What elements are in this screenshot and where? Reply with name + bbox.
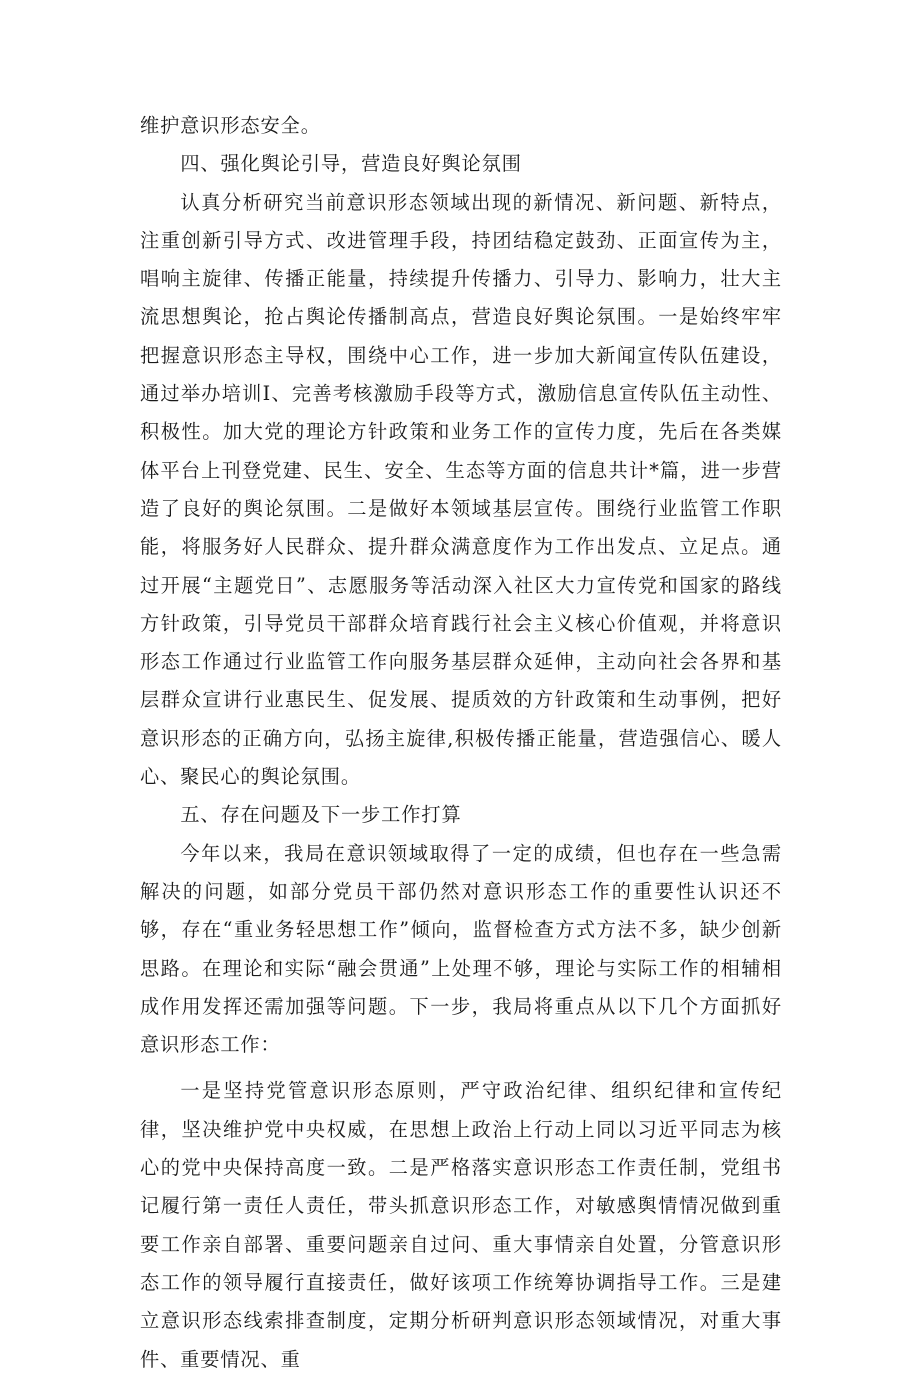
paragraph-problems: 今年以来，我局在意识领域取得了一定的成绩，但也存在一些急需解决的问题，如部分党员干部仍然对意识形态工作的重要性认识还不够，存在“重业务轻思想工作”倾向，监督检查方式方法不多，缺少创新思路。在理论和实际“融会贯通”上处理不够，理论与实际工作的相辅相成作用发挥还需加强等问题。下一步，我局将重点从以下几个方面抓好意识形态工作：: [140, 841, 782, 1057]
section-heading-4: 四、强化舆论引导，营造良好舆论氛围: [180, 152, 522, 176]
paragraph-continuation: 维护意识形态安全。: [140, 114, 321, 137]
paragraph-next-steps: 一是坚持党管意识形态原则，严守政治纪律、组织纪律和宣传纪律，坚决维护党中央权威，在思想上政治上行动上同以习近平同志为核心的党中央保持高度一致。二是严格落实意识形态工作责任制，党组书记履行第一责任人责任，带头抓意识形态工作，对敏感舆情情况做到重要工作亲自部署、重要问题亲自过问、重大事情亲自处置，分管意识形态工作的领导履行直接责任，做好该项工作统筹协调指导工作。三是建立意识形态线索排查制度，定期分析研判意识形态领域情况，对重大事件、重要情况、重: [140, 1079, 782, 1371]
paragraph-public-opinion: 认真分析研究当前意识形态领域出现的新情况、新问题、新特点，注重创新引导方式、改进管理手段，持团结稳定鼓劲、正面宣传为主，唱响主旋律、传播正能量，持续提升传播力、引导力、影响力，壮大主流思想舆论，抢占舆论传播制高点，营造良好舆论氛围。一是始终牢牢把握意识形态主导权，围绕中心工作，进一步加大新闻宣传队伍建设，通过举办培训I、完善考核激励手段等方式，激励信息宣传队伍主动性、积极性。加大党的理论方针政策和业务工作的宣传力度，先后在各类媒体平台上刊登党建、民生、安全、生态等方面的信息共计*篇，进一步营造了良好的舆论氛围。二是做好本领域基层宣传。围绕行业监管工作职能，将服务好人民群众、提升群众满意度作为工作出发点、立足点。通过开展“主题党日”、志愿服务等活动深入社区大力宣传党和国家的路线方针政策，引导党员干部群众培育践行社会主义核心价值观，并将意识形态工作通过行业监管工作向服务基层群众延伸，主动向社会各界和基层群众宣讲行业惠民生、促发展、提质效的方针政策和生动事例，把好意识形态的正确方向，弘扬主旋律,积极传播正能量，营造强信心、暖人心、聚民心的舆论氛围。: [140, 190, 782, 789]
section-heading-5: 五、存在问题及下一步工作打算: [180, 803, 462, 827]
document-page: [140, 107, 782, 1379]
